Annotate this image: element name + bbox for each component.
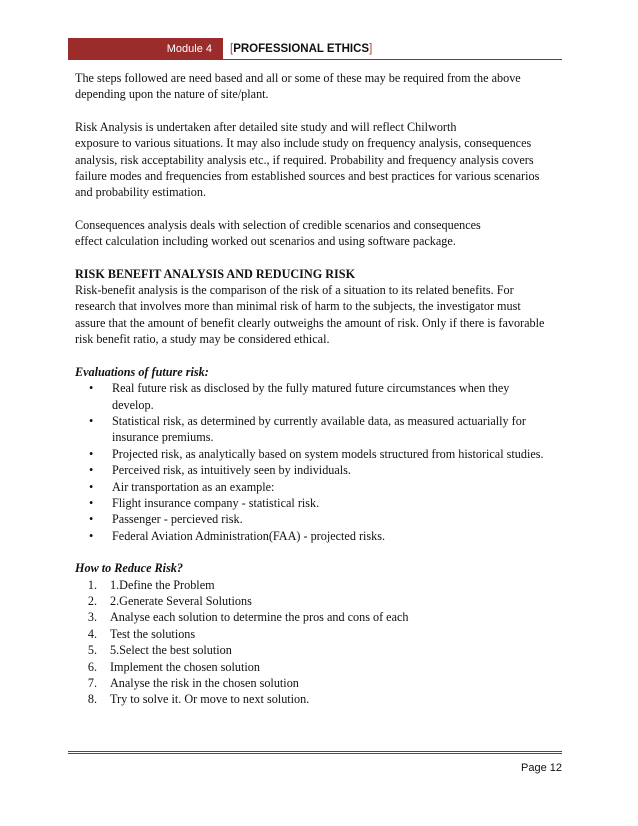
bullet-icon: •: [89, 463, 94, 478]
title-bracket-close: ]: [369, 42, 373, 55]
evaluation-item: [89, 462, 565, 478]
intro-paragraph: [75, 217, 565, 250]
intro-paragraph-line: and probability estimation.: [75, 185, 206, 200]
intro-paragraph-line: effect calculation including worked out scenarios and using software package.: [75, 234, 456, 249]
intro-paragraph: [75, 119, 565, 201]
section-heading: RISK BENEFIT ANALYSIS AND REDUCING RISK: [75, 266, 356, 281]
evaluation-item: [89, 446, 565, 462]
intro-paragraphs: [75, 70, 565, 250]
reduce-step: [75, 593, 565, 609]
page-header: [68, 38, 562, 60]
bullet-icon: •: [89, 479, 94, 494]
step-text: Analyse the risk in the chosen solution: [110, 676, 299, 690]
title-bracket-open: [: [230, 42, 234, 55]
reduce-step: [75, 642, 565, 658]
section-paragraph-line: Risk-benefit analysis is the comparison of the risk of a situation to its related benefits. For: [75, 283, 514, 298]
reduce-step: [75, 659, 565, 675]
reduce-step: [75, 626, 565, 642]
bullet-icon: •: [89, 413, 94, 428]
footer-rule: [68, 751, 562, 754]
evaluation-item-line: Perceived risk, as intuitively seen by individuals.: [112, 463, 351, 478]
evaluation-item-line: Flight insurance company - statistical risk.: [112, 495, 320, 510]
step-number: 3.: [87, 610, 97, 625]
module-tab: [68, 38, 223, 60]
step-number: 8.: [87, 692, 97, 707]
evaluations-heading: Evaluations of future risk:: [75, 364, 209, 379]
step-number: 6.: [87, 659, 97, 674]
section-paragraph: [75, 282, 565, 348]
module-label: Module 4: [166, 43, 212, 55]
reduce-step: [75, 609, 565, 625]
evaluation-item-line: develop.: [112, 397, 154, 412]
intro-paragraph-line: Risk Analysis is undertaken after detailed site study and will reflect Chilworth: [75, 119, 457, 134]
bullet-icon: •: [89, 495, 94, 510]
step-text: 5.Select the best solution: [110, 643, 232, 658]
intro-paragraph-line: depending upon the nature of site/plant.: [75, 87, 269, 102]
intro-paragraph-line: failure modes and frequencies from established sources and best practices for various scenarios: [75, 169, 540, 184]
evaluation-item: [89, 511, 565, 527]
evaluation-item-line: Real future risk as disclosed by the fully matured future circumstances when they: [112, 381, 510, 396]
step-number: 4.: [87, 626, 97, 641]
bullet-icon: •: [89, 528, 94, 543]
step-text: Implement the chosen solution: [110, 659, 260, 674]
step-number: 2.: [87, 593, 97, 608]
evaluation-item: [89, 495, 565, 511]
section-paragraph-line: risk benefit ratio, a study may be considered ethical.: [75, 332, 330, 347]
reduce-step: [75, 691, 565, 707]
evaluation-item-line: Projected risk, as analytically based on system models structured from historical studies.: [112, 446, 544, 461]
reduce-step: [75, 675, 565, 691]
step-number: 1.: [87, 577, 97, 592]
step-number: 5.: [87, 643, 97, 658]
intro-paragraph-line: Consequences analysis deals with selection of credible scenarios and consequences: [75, 217, 481, 232]
section-paragraph-line: research that involves more than minimal risk of harm to the subjects, the investigator must: [75, 299, 521, 314]
intro-paragraph-line: The steps followed are need based and all or some of these may be required from the above: [75, 71, 521, 85]
evaluation-item: [89, 380, 565, 413]
page-number: Page 12: [521, 762, 562, 774]
intro-paragraph: [75, 70, 565, 103]
intro-paragraph-line: exposure to various situations. It may also include study on frequency analysis, consequences: [75, 136, 532, 151]
document-title: PROFESSIONAL ETHICS: [233, 42, 370, 55]
evaluation-item: [89, 413, 565, 446]
step-number: 7.: [87, 676, 97, 690]
evaluation-item: [89, 528, 565, 544]
evaluation-item-line: insurance premiums.: [112, 430, 214, 445]
step-text: Try to solve it. Or move to next solution.: [110, 692, 310, 707]
bullet-icon: •: [89, 381, 94, 396]
evaluations-list: [75, 380, 565, 544]
reduce-risk-section: [75, 560, 565, 708]
evaluation-item-line: Statistical risk, as determined by currently available data, as measured actuarially for: [112, 413, 526, 428]
reduce-risk-list: [75, 577, 565, 708]
risk-benefit-section: [75, 266, 565, 348]
document-title-bar: [223, 38, 562, 60]
bullet-icon: •: [89, 446, 94, 461]
step-text: Analyse each solution to determine the pros and cons of each: [110, 610, 409, 625]
reduce-step: [75, 577, 565, 593]
reduce-risk-heading: How to Reduce Risk?: [75, 561, 183, 576]
intro-paragraph-line: analysis, risk acceptability analysis etc., if required. Probability and frequency analysis covers: [75, 152, 534, 167]
step-text: 2.Generate Several Solutions: [110, 593, 252, 608]
evaluation-item-line: Air transportation as an example:: [112, 479, 275, 494]
step-text: 1.Define the Problem: [110, 577, 215, 592]
bullet-icon: •: [89, 512, 94, 527]
step-text: Test the solutions: [110, 626, 196, 641]
section-paragraph-line: assure that the amount of benefit clearly outweighs the amount of risk. Only if there is favorable: [75, 315, 545, 330]
evaluation-item-line: Federal Aviation Administration(FAA) - projected risks.: [112, 528, 386, 543]
evaluations-section: [75, 364, 565, 544]
evaluation-item: [89, 479, 565, 495]
evaluation-item-line: Passenger - percieved risk.: [112, 512, 243, 527]
page-body: [75, 70, 565, 708]
